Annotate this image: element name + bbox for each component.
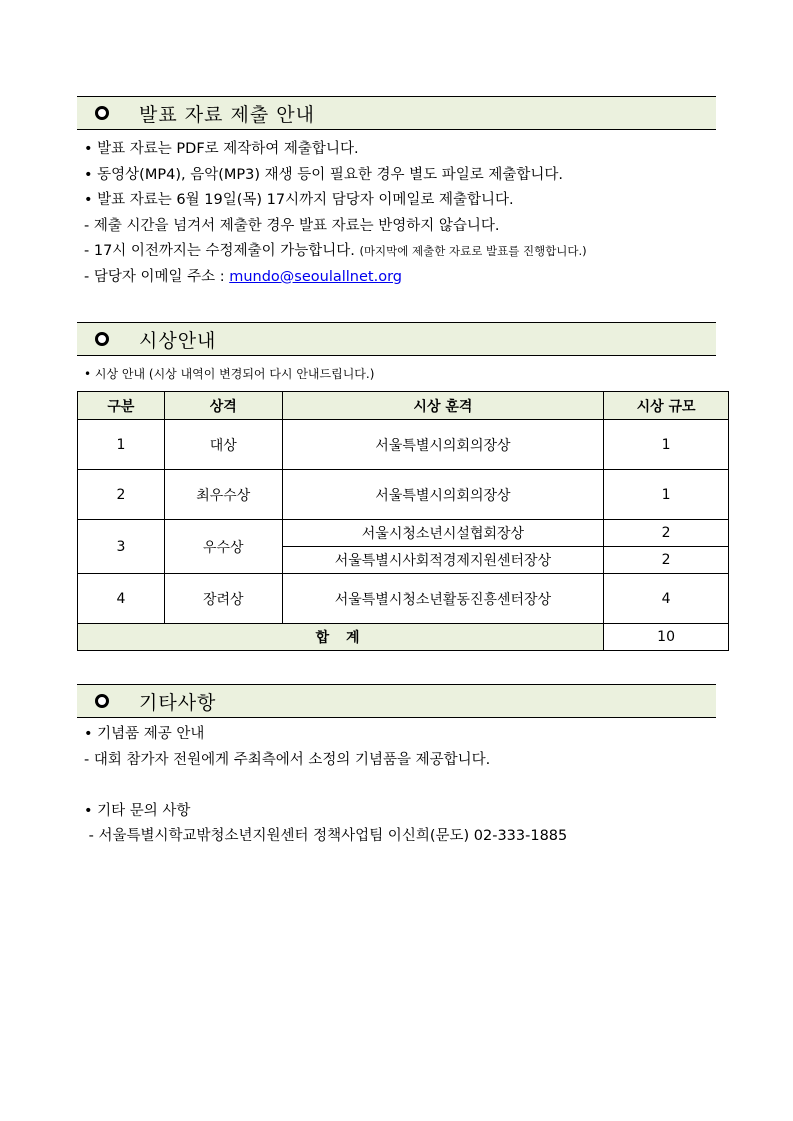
submission-line: • 발표 자료는 PDF로 제작하여 제출합니다. [84, 141, 359, 157]
cell-count: 1 [604, 470, 729, 520]
submission-section-title: 발표 자료 제출 안내 [139, 103, 315, 126]
email-line [84, 265, 587, 291]
cell-no: 4 [78, 574, 165, 624]
cell-grade: 대상 [164, 420, 282, 470]
circle-bullet-icon [95, 694, 109, 708]
contact-line: - 서울특별시학교밖청소년지원센터 정책사업팀 이신희(문도) 02-333-1885 [84, 828, 568, 844]
awards-section-header [77, 322, 716, 356]
other-line-spacer [84, 773, 567, 799]
header-cell: 구분 [78, 392, 165, 420]
cell-no: 3 [78, 520, 165, 574]
email-label: - 담당자 이메일 주소 : [84, 268, 230, 285]
total-label: 합 계 [78, 624, 604, 651]
table-header-row [78, 392, 729, 420]
other-lines [84, 722, 567, 850]
header-cell: 시상 규모 [604, 392, 729, 420]
cell-count: 4 [604, 574, 729, 624]
header-cell: 시상 훈격 [282, 392, 603, 420]
cell-honor: 서울특별시사회적경제지원센터장상 [282, 547, 603, 574]
cell-grade: 장려상 [164, 574, 282, 624]
total-value: 10 [604, 624, 729, 651]
cell-grade: 우수상 [164, 520, 282, 574]
table-row [78, 574, 729, 624]
email-link[interactable]: mundo@seoulallnet.org [229, 268, 402, 285]
submission-lines [84, 137, 587, 290]
cell-grade: 최우수상 [164, 470, 282, 520]
table-row [78, 520, 729, 547]
cell-count: 2 [604, 547, 729, 574]
cell-honor: 서울특별시청소년활동진흥센터장상 [282, 574, 603, 624]
submission-line: - 제출 시간을 넘겨서 제출한 경우 발표 자료는 반영하지 않습니다. [84, 217, 500, 234]
header-cell: 상격 [164, 392, 282, 420]
circle-bullet-icon [95, 332, 109, 346]
cell-no: 1 [78, 420, 165, 470]
submission-line: • 발표 자료는 6월 19일(목) 17시까지 담당자 이메일로 제출합니다. [84, 192, 514, 208]
cell-count: 2 [604, 520, 729, 547]
submission-section-header [77, 96, 716, 130]
cell-count: 1 [604, 420, 729, 470]
other-line: - 대회 참가자 전원에게 주최측에서 소정의 기념품을 제공합니다. [84, 751, 491, 768]
other-line: • 기념품 제공 안내 [84, 726, 205, 742]
cell-honor: 서울특별시의회의장상 [282, 420, 603, 470]
total-row [78, 624, 729, 651]
submission-line: • 동영상(MP4), 음악(MP3) 재생 등이 필요한 경우 별도 파일로 제출합니다. [84, 166, 564, 183]
other-section-title: 기타사항 [139, 691, 217, 714]
circle-bullet-icon [95, 106, 109, 120]
other-section-header [77, 684, 716, 718]
awards-section-title: 시상안내 [139, 329, 217, 352]
awards-table [77, 391, 729, 651]
submission-note: (마지막에 제출한 자료로 발표를 진행합니다.) [359, 244, 587, 258]
table-row [78, 420, 729, 470]
table-row [78, 470, 729, 520]
other-line: • 기타 문의 사항 [84, 802, 191, 819]
submission-line-with-note [84, 239, 587, 265]
cell-honor: 서울특별시의회의장상 [282, 470, 603, 520]
submission-line: - 17시 이전까지는 수정제출이 가능합니다. [84, 243, 355, 259]
cell-honor: 서울시청소년시설협회장상 [282, 520, 603, 547]
awards-note: • 시상 안내 (시상 내역이 변경되어 다시 안내드립니다.) [84, 367, 375, 381]
cell-no: 2 [78, 470, 165, 520]
